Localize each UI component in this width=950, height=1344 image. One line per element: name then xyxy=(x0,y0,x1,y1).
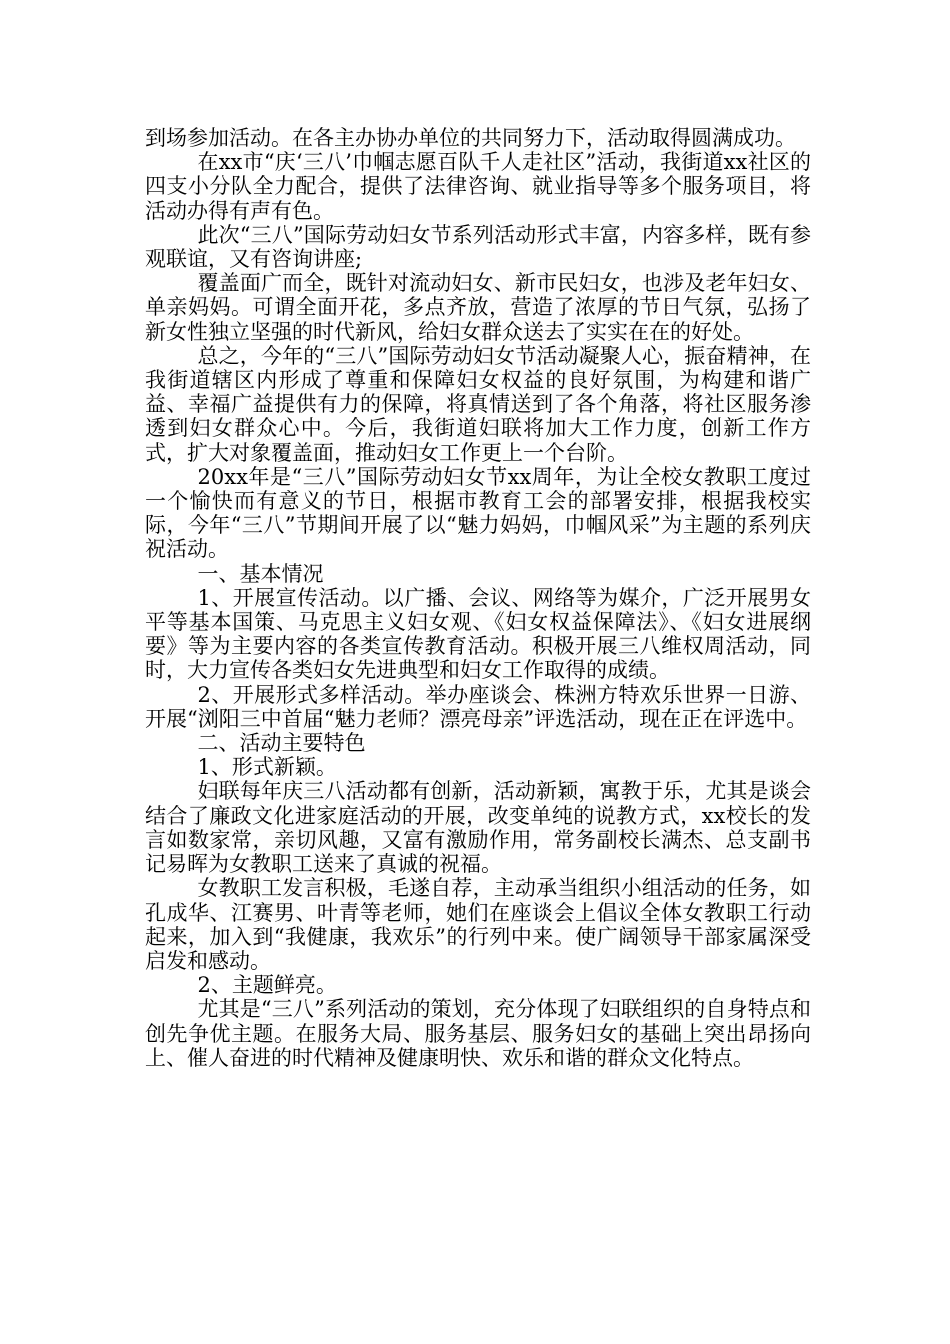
document-body xyxy=(145,126,811,1070)
paragraph-3: 此次“三八”国际劳动妇女节系列活动形式丰富，内容多样，既有参观联谊，又有咨询讲座; xyxy=(145,222,811,272)
paragraph-7: 1、开展宣传活动。以广播、会议、网络等为媒介，广泛开展男女平等基本国策、马克思主义妇女观、《妇女权益保障法》、《妇女进展纲要》等为主要内容的各类宣传教育活动。积极开展三八维权周活动，同时，大力宣传各类妇女先进典型和妇女工作取得的成绩。 xyxy=(145,585,811,683)
paragraph-2: 在xx市“庆‘三八’巾帼志愿百队千人走社区”活动，我街道xx社区的四支小分队全力配合，提供了法律咨询、就业指导等多个服务项目，将活动办得有声有色。 xyxy=(145,150,811,223)
subheading-1: 1、形式新颖。 xyxy=(197,755,337,780)
paragraph-5: 总之，今年的“三八”国际劳动妇女节活动凝聚人心，振奋精神，在我街道辖区内形成了尊重和保障妇女权益的良好氛围，为构建和谐广益、幸福广益提供有力的保障，将真情送到了各个角落，将社区服务渗透到妇女群众心中。今后，我街道妇联将加大工作力度，创新工作方式，扩大对象覆盖面，推动妇女工作更上一个台阶。 xyxy=(145,343,811,465)
paragraph-8: 2、开展形式多样活动。举办座谈会、株洲方特欢乐世界一日游、开展“浏阳三中首届“魅力老师？漂亮母亲”评选活动，现在正在评选中。 xyxy=(145,682,811,731)
paragraph-1: 到场参加活动。在各主办协办单位的共同努力下，活动取得圆满成功。 xyxy=(145,126,796,150)
paragraph-6: 20xx年是“三八”国际劳动妇女节xx周年，为让全校女教职工度过一个愉快而有意义的节日，根据市教育工会的部署安排，根据我校实际，今年“三八”节期间开展了以“魅力妈妈，巾帼风采”为主题的系列庆祝活动。 xyxy=(145,464,811,562)
section-heading-1: 一、基本情况 xyxy=(197,561,324,586)
paragraph-4: 覆盖面广而全，既针对流动妇女、新市民妇女，也涉及老年妇女、单亲妈妈。可谓全面开花，多点齐放，营造了浓厚的节日气氛，弘扬了新女性独立坚强的时代新风，给妇女群众送去了实实在在的好处。 xyxy=(145,271,811,344)
paragraph-10: 女教职工发言积极，毛遂自荐，主动承当组织小组活动的任务，如孔成华、江赛男、叶青等老师，她们在座谈会上倡议全体女教职工行动起来，加入到“我健康，我欢乐”的行列中来。使广阔领导干部家属深受启发和感动。 xyxy=(145,876,811,973)
paragraph-11: 尤其是“三八”系列活动的策划，充分体现了妇联组织的自身特点和创先争优主题。在服务大局、服务基层、服务妇女的基础上突出昂扬向上、催人奋进的时代精神及健康明快、欢乐和谐的群众文化特点。 xyxy=(145,997,811,1070)
section-heading-2: 二、活动主要特色 xyxy=(197,731,366,756)
subheading-2: 2、主题鲜亮。 xyxy=(197,973,337,998)
paragraph-9: 妇联每年庆三八活动都有创新，活动新颖，寓教于乐，尤其是谈会结合了廉政文化进家庭活动的开展，改变单纯的说教方式，xx校长的发言如数家常，亲切风趣，又富有激励作用，常务副校长满杰、总支副书记易晖为女教职工送来了真诚的祝福。 xyxy=(145,779,811,877)
